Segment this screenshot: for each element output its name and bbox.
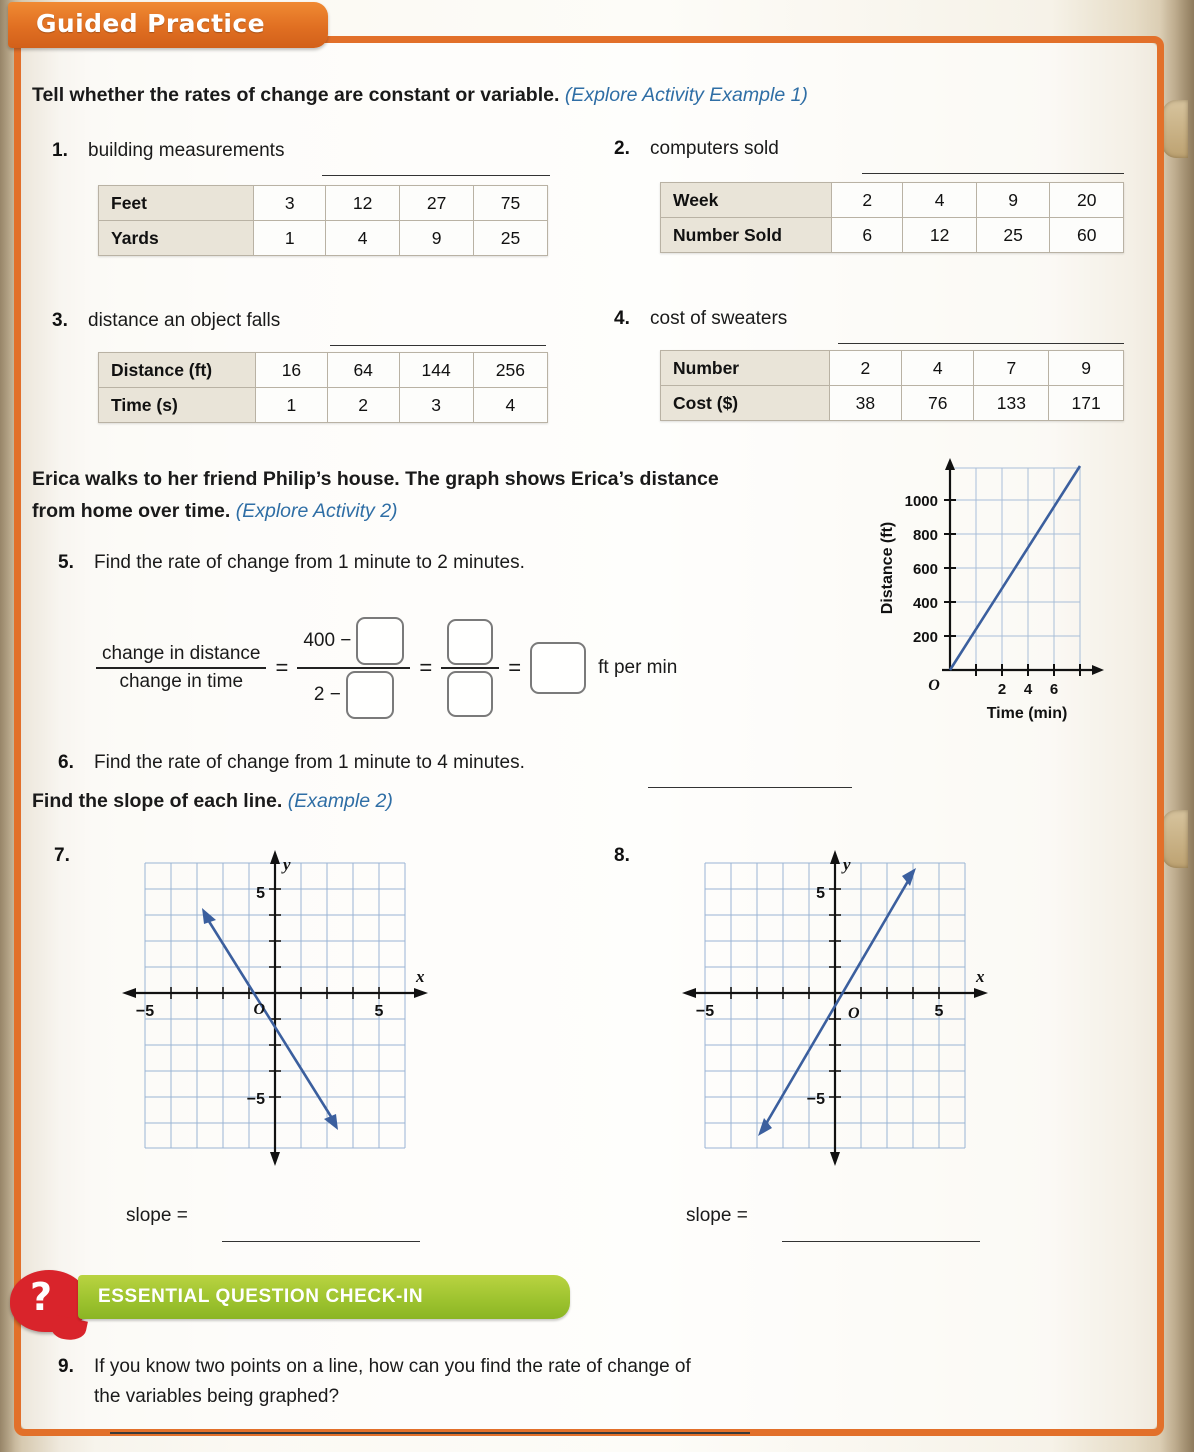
row-header: Cost ($)	[661, 386, 830, 421]
cell: 9	[1049, 351, 1124, 386]
cell: 133	[974, 386, 1049, 421]
problem-8-graph	[680, 848, 1010, 1173]
problem-2-table	[660, 182, 1124, 253]
change-in-time-label: change in time	[119, 671, 244, 692]
table-row	[661, 351, 1124, 386]
problem-3-number: 3.	[52, 310, 68, 331]
problem-9-number: 9.	[58, 1356, 74, 1377]
denominator-expression-2	[441, 669, 499, 719]
problem-2-prompt: computers sold	[650, 138, 779, 159]
row-header: Yards	[99, 221, 254, 256]
erica-paragraph-2	[32, 500, 398, 523]
problem-8-slope-label: slope =	[686, 1205, 748, 1226]
problem-7-graph-svg	[120, 848, 450, 1168]
problem-1-table	[98, 185, 548, 256]
denominator-expression	[308, 669, 400, 721]
svg-text:−5: −5	[246, 1091, 265, 1108]
table-row	[99, 353, 548, 388]
cell: 9	[976, 183, 1050, 218]
problem-4-prompt: cost of sweaters	[650, 308, 788, 329]
cell: 6	[832, 218, 903, 253]
svg-text:5: 5	[934, 1003, 944, 1020]
svg-text:x: x	[976, 967, 985, 986]
essential-question-label: ESSENTIAL QUESTION CHECK-IN	[98, 1286, 424, 1307]
cell: 4	[326, 221, 400, 256]
erica-reference: (Explore Activity 2)	[235, 500, 398, 522]
cell: 25	[474, 221, 548, 256]
slope-instructions	[32, 790, 393, 813]
change-in-distance-label: change in distance	[102, 643, 261, 664]
denominator-known-value: 2 −	[313, 684, 341, 705]
cell: 2	[832, 183, 903, 218]
cell: 16	[256, 353, 328, 388]
cell: 4	[903, 183, 977, 218]
cell: 1	[256, 388, 328, 423]
problem-7-number: 7.	[54, 845, 70, 866]
table-row	[661, 183, 1124, 218]
numeric-fraction-1	[297, 615, 410, 721]
problem-6-number: 6.	[58, 752, 74, 773]
result-answer-box[interactable]	[530, 642, 586, 694]
cell: 27	[400, 186, 474, 221]
numerator-expression-2	[441, 617, 499, 667]
svg-text:y: y	[283, 855, 291, 874]
svg-text:−5: −5	[806, 1091, 825, 1108]
svg-text:O: O	[848, 1005, 860, 1022]
problem-8-graph-svg	[680, 848, 1010, 1168]
problem-6-answer-blank[interactable]	[648, 770, 852, 788]
svg-text:1000: 1000	[904, 493, 938, 510]
svg-text:O: O	[928, 677, 940, 694]
denominator-answer-box[interactable]	[346, 671, 394, 719]
erica-paragraph	[32, 468, 862, 491]
cell: 75	[474, 186, 548, 221]
row-header: Number	[661, 351, 830, 386]
problem-9-line-2: the variables being graphed?	[94, 1386, 340, 1407]
cell: 76	[902, 386, 974, 421]
svg-text:O: O	[253, 1001, 265, 1018]
cell: 25	[976, 218, 1050, 253]
cell: 171	[1049, 386, 1124, 421]
cell: 4	[473, 388, 547, 423]
cell: 2	[829, 351, 901, 386]
svg-text:600: 600	[912, 561, 938, 578]
cell: 1	[254, 221, 326, 256]
problem-5-equation	[96, 615, 677, 721]
problem-3-prompt: distance an object falls	[88, 310, 281, 331]
rate-of-change-fraction	[96, 641, 266, 695]
rate-unit-label: ft per min	[598, 657, 678, 678]
problem-2-number: 2.	[614, 138, 630, 159]
problem-5-text: Find the rate of change from 1 minute to 2 minutes.	[94, 552, 525, 573]
cell: 3	[254, 186, 326, 221]
table-row	[661, 218, 1124, 253]
table-row	[661, 386, 1124, 421]
problem-8-number: 8.	[614, 845, 630, 866]
svg-text:2: 2	[997, 681, 1007, 698]
problem-7-slope-label: slope =	[126, 1205, 188, 1226]
cell: 38	[829, 386, 901, 421]
numerator-answer-box-2[interactable]	[447, 619, 493, 665]
erica-graph-svg	[862, 458, 1162, 728]
cell: 60	[1050, 218, 1124, 253]
svg-text:Time (min): Time (min)	[986, 705, 1068, 722]
cell: 64	[327, 353, 399, 388]
problem-1-number: 1.	[52, 140, 68, 161]
problem-8-slope-blank[interactable]	[782, 1224, 980, 1242]
problem-7-slope-blank[interactable]	[222, 1224, 420, 1242]
problem-1-prompt: building measurements	[88, 140, 285, 161]
denominator-answer-box-2[interactable]	[447, 671, 493, 717]
svg-text:−5: −5	[135, 1003, 155, 1020]
instructions-text: Tell whether the rates of change are constant or variable.	[32, 84, 560, 106]
problem-6-text: Find the rate of change from 1 minute to 4 minutes.	[94, 752, 525, 773]
svg-text:y: y	[843, 855, 851, 874]
row-header: Distance (ft)	[99, 353, 256, 388]
svg-text:5: 5	[816, 885, 825, 902]
numerator-known-value: 400 −	[303, 630, 352, 651]
slope-instructions-text: Find the slope of each line.	[32, 790, 283, 812]
instructions-reference: (Explore Activity Example 1)	[564, 84, 808, 106]
equals-sign-1: =	[275, 655, 289, 680]
erica-distance-graph	[862, 458, 1162, 733]
svg-text:800: 800	[912, 527, 938, 544]
row-header: Feet	[99, 186, 254, 221]
table-row	[99, 221, 548, 256]
cell: 7	[974, 351, 1049, 386]
svg-text:Distance (ft): Distance (ft)	[879, 521, 896, 615]
svg-text:5: 5	[256, 885, 265, 902]
svg-text:−5: −5	[695, 1003, 715, 1020]
cell: 12	[326, 186, 400, 221]
svg-text:5: 5	[374, 1003, 384, 1020]
cell: 12	[903, 218, 977, 253]
numerator-answer-box[interactable]	[356, 617, 404, 665]
svg-text:6: 6	[1049, 681, 1059, 698]
cell: 144	[399, 353, 473, 388]
instructions-line	[32, 84, 808, 107]
table-row	[99, 186, 548, 221]
row-header: Number Sold	[661, 218, 832, 253]
erica-line-1: Erica walks to her friend Philip’s house. The graph shows Erica’s distance	[32, 468, 719, 490]
problem-4-table	[660, 350, 1124, 421]
cell: 4	[902, 351, 974, 386]
question-mark-icon: ?	[30, 1275, 53, 1319]
svg-text:x: x	[416, 967, 425, 986]
numeric-fraction-2	[441, 617, 499, 719]
problem-4-number: 4.	[614, 308, 630, 329]
problem-1-answer-blank[interactable]	[322, 158, 550, 176]
cell: 2	[327, 388, 399, 423]
cell: 9	[400, 221, 474, 256]
problem-2-answer-blank[interactable]	[862, 156, 1124, 174]
row-header: Time (s)	[99, 388, 256, 423]
equals-sign-3: =	[508, 655, 522, 680]
cell: 20	[1050, 183, 1124, 218]
problem-4-answer-blank[interactable]	[838, 326, 1124, 344]
problem-3-table	[98, 352, 548, 423]
banner-title: Guided Practice	[36, 9, 265, 38]
cell: 256	[473, 353, 547, 388]
numerator-expression	[297, 615, 410, 667]
svg-text:200: 200	[912, 629, 938, 646]
slope-instructions-reference: (Example 2)	[287, 790, 393, 812]
problem-8-line	[763, 876, 911, 1129]
erica-line-2: from home over time.	[32, 500, 231, 522]
problem-7-graph	[120, 848, 450, 1173]
table-row	[99, 388, 548, 423]
problem-9-answer-blank[interactable]	[110, 1432, 750, 1434]
problem-3-answer-blank[interactable]	[330, 328, 546, 346]
svg-text:4: 4	[1023, 681, 1033, 698]
problem-5-number: 5.	[58, 552, 74, 573]
svg-text:400: 400	[912, 595, 938, 612]
row-header: Week	[661, 183, 832, 218]
equals-sign-2: =	[419, 655, 433, 680]
cell: 3	[399, 388, 473, 423]
problem-9-line-1: If you know two points on a line, how can you find the rate of change of	[94, 1356, 691, 1377]
